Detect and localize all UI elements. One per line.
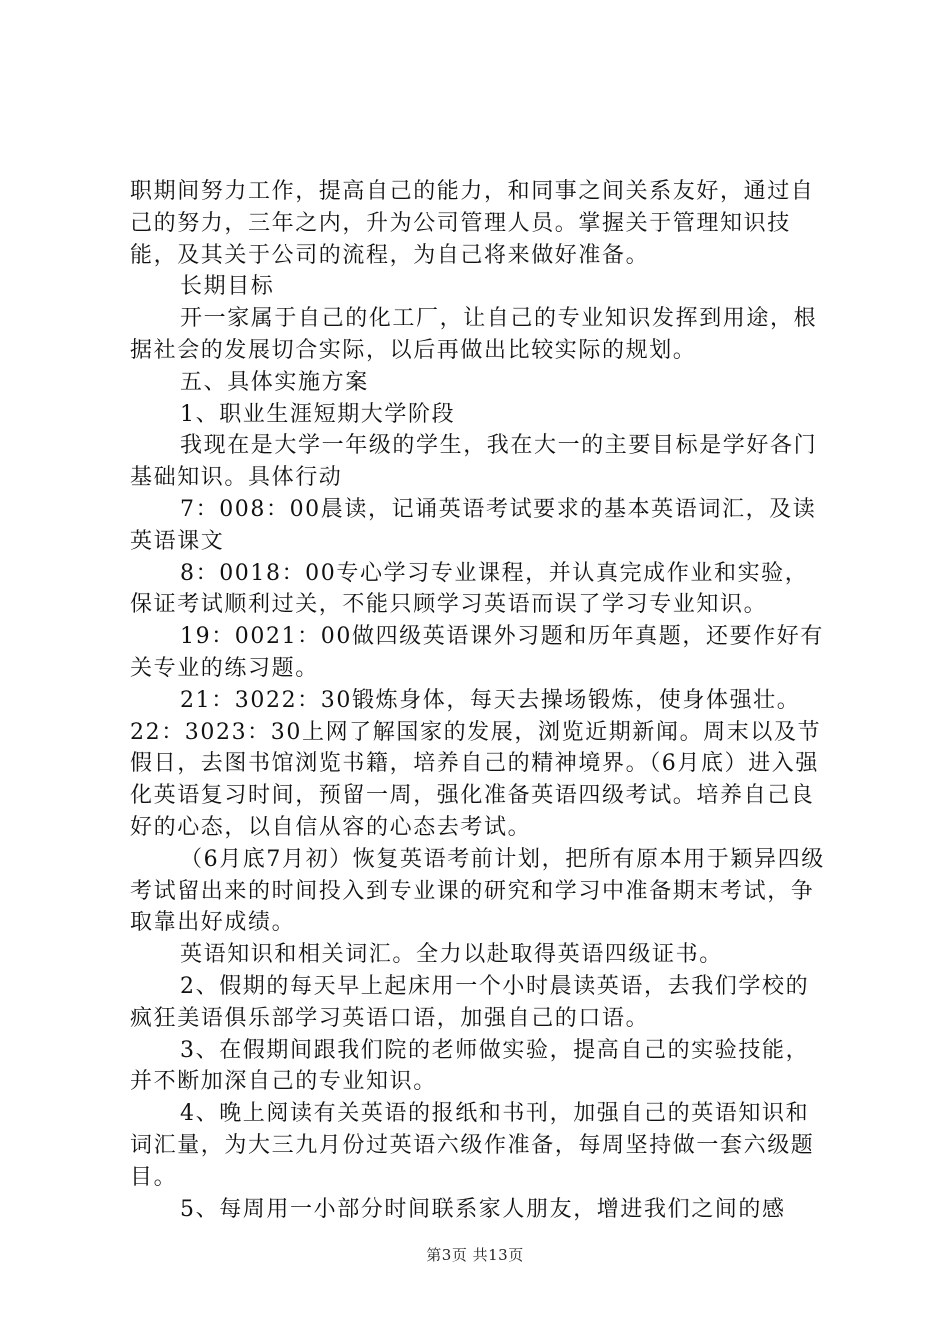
paragraph: 4、晚上阅读有关英语的报纸和书刊，加强自己的英语知识和词汇量，为大三九月份过英语六级作准备，每周坚持做一套六级题目。 [130, 1101, 815, 1190]
paragraph: 1、职业生涯短期大学阶段 [180, 401, 456, 427]
paragraph: 3、在假期间跟我们院的老师做实验，提高自己的实验技能，并不断加深自己的专业知识。 [130, 1037, 810, 1095]
paragraph: 五、具体实施方案 [180, 369, 369, 395]
paragraph: （6月底7月初）恢复英语考前计划，把所有原本用于颖异四级考试留出来的时间投入到专业课的研究和学习中准备期末考试，争取靠出好成绩。 [130, 846, 825, 936]
paragraph: 7：008：00晨读，记诵英语考试要求的基本英语词汇，及读英语课文 [130, 496, 817, 554]
paragraph: 8：0018：00专心学习专业课程，并认真完成作业和实验，保证考试顺利过关，不能只顾学习英语而误了学习专业知识。 [130, 560, 809, 618]
page-footer: 第3页 共13页 [426, 1246, 524, 1264]
paragraph: 我现在是大学一年级的学生，我在大一的主要目标是学好各门基础知识。具体行动 [130, 433, 818, 491]
paragraph: 英语知识和相关词汇。全力以赴取得英语四级证书。 [180, 942, 723, 968]
paragraph: 2、假期的每天早上起床用一个小时晨读英语，去我们学校的疯狂美语俱乐部学习英语口语，加强自己的口语。 [130, 973, 810, 1031]
document-body [130, 176, 830, 1225]
paragraph: 19：0021：00做四级英语课外习题和历年真题，还要作好有关专业的练习题。 [130, 624, 824, 681]
paragraph: 职期间努力工作，提高自己的能力，和同事之间关系友好，通过自己的努力，三年之内，升为公司管理人员。掌握关于管理知识技能，及其关于公司的流程，为自己将来做好准备。 [130, 179, 815, 268]
paragraph: 5、每周用一小部分时间联系家人朋友，增进我们之间的感 [180, 1196, 786, 1222]
paragraph: 开一家属于自己的化工厂，让自己的专业知识发挥到用途，根据社会的发展切合实际，以后再做出比较实际的规划。 [130, 306, 818, 363]
paragraph: 21：3022：30锻炼身体，每天去操场锻炼，使身体强壮。22：3023：30上网了解国家的发展，浏览近期新闻。周末以及节假日，去图书馆浏览书籍，培养自己的精神境界。（6月底）进入强化英语复习时间，预留一周，强化准备英语四级考试。培养自己良好的心态，以自信从容的心态去考试。 [130, 687, 822, 840]
paragraph: 长期目标 [180, 274, 275, 300]
